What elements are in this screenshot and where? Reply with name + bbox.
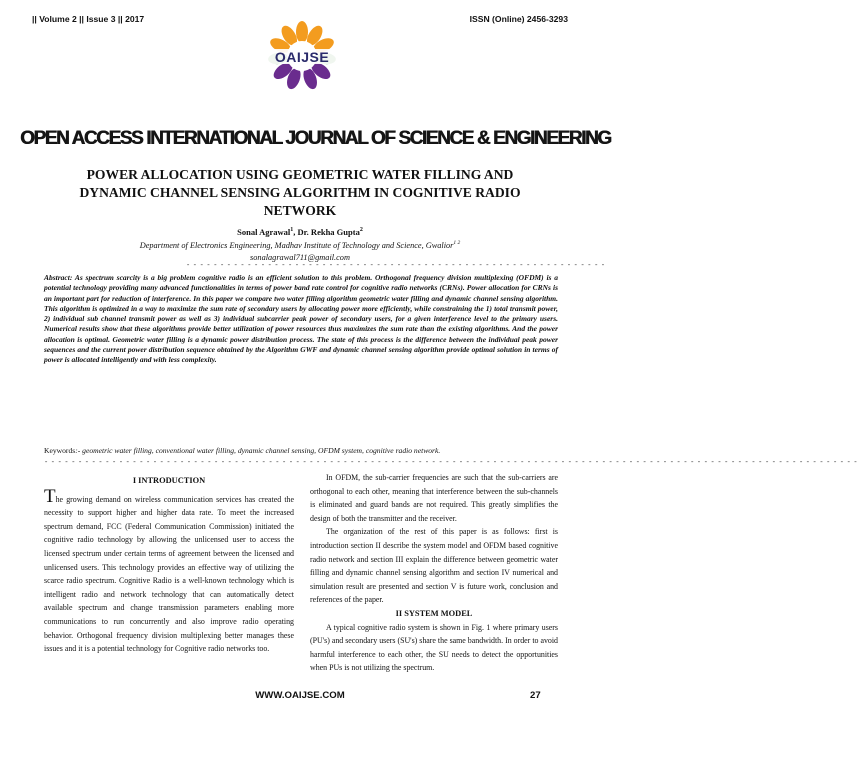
department-text: Department of Electronics Engineering, Madhav Institute of Technology and Science, Gwalior xyxy=(139,240,454,250)
logo-text: OAIJSE xyxy=(274,49,330,65)
journal-logo xyxy=(254,16,350,96)
title-line: DYNAMIC CHANNEL SENSING ALGORITHM IN COGNITIVE RADIO xyxy=(79,185,521,200)
system-model-paragraph: A typical cognitive radio system is shown in Fig. 1 where primary users (PU's) and secondary users (SU's) share the same bandwidth. In order to avoid harmful interference to each other, the SU needs to detect the opportunities when PUs is not utilizing the spectrum. xyxy=(310,622,558,673)
keywords-text: :- geometric water filling, conventional water filling, dynamic channel sensing, OFDM system, cognitive radio network. xyxy=(75,446,441,455)
section-divider: - - - - - - - - - - - - - - - - - - - - - - - - - - - - - - - - - - - - - - - - - - - - - - - - - - - - - - - - - - - - - - - - - - - - - - - - - - - - - - - - - - - - - - - - - - - - - - - - - - - - - - - - - - - - - - - - - - - - - - - - xyxy=(44,459,857,467)
drop-cap: T xyxy=(44,485,56,507)
title-divider: - - - - - - - - - - - - - - - - - - - - - - - - - - - - - - - - - - - - - - - - - - - - - - - - - - - - - - - - - - - - - - xyxy=(186,262,605,270)
intro-paragraph: has created the necessity to support higher and higher data rate. To meet the increased spectrum demand, FCC (Federal Communication Commission) initiated the cognitive radio technology by allowing the unlicensed user to access the licensed spectrum under certain terms of agreement between the licensed and unlicensed users. This technology provides an effective way of utilizing the scarce radio spectrum. Cognitive Radio is a well-known technology which is intelligent radio and network technology that can automatically detect available spectrum and change transmission parameters enabling more communications to run concurrently and also improve radio operating behavior. Orthogonal frequency division multiplexing better manages these issues and it is a potential technology for Cognitive radio networks too. xyxy=(44,494,294,654)
author-2: , Dr. Rekha Gupta xyxy=(293,227,360,237)
journal-name: OPEN ACCESS INTERNATIONAL JOURNAL OF SCIENCE & ENGINEERING xyxy=(20,128,611,149)
title-line: POWER ALLOCATION USING GEOMETRIC WATER FILLING AND xyxy=(86,167,514,182)
right-column xyxy=(310,471,558,675)
keywords-label: Keywords xyxy=(44,446,76,455)
department-affiliation: 1 2 xyxy=(453,240,461,246)
author-1-affiliation: 1 xyxy=(290,227,294,234)
volume-issue: || Volume 2 || Issue 3 || 2017 xyxy=(32,14,145,24)
left-column xyxy=(44,474,294,656)
paper-title xyxy=(40,166,560,220)
authors xyxy=(0,227,600,237)
section-heading: II SYSTEM MODEL xyxy=(395,608,473,618)
ofdm-paragraph: In OFDM, the sub-carrier frequencies are such that the sub-carriers are orthogonal to each other, meaning that interference between the sub-channels is eliminated and guard bands are not required. This greatly simplifies the design of both the transmitter and the receiver. xyxy=(310,473,558,523)
author-1: Sonal Agrawal xyxy=(237,227,291,237)
department xyxy=(0,240,600,250)
author-email[interactable]: sonalagrawal711@gmail.com xyxy=(250,253,350,262)
title-line: NETWORK xyxy=(263,203,337,218)
footer-website[interactable]: WWW.OAIJSE.COM xyxy=(255,690,345,701)
section-heading: I INTRODUCTION xyxy=(132,476,206,485)
keywords xyxy=(44,446,558,455)
intro-first-line: he growing demand on wireless communication services xyxy=(55,494,242,504)
author-2-affiliation: 2 xyxy=(359,227,363,234)
organization-paragraph: The organization of the rest of this paper is as follows: first is introduction section II describe the system model and OFDM based cognitive radio network and section III explain the difference between geometric water filling and dynamic channel sensing algorithm and section IV numerical and simulation result are presented and section V is future work, conclusion and references of the paper. xyxy=(310,527,558,605)
page-number: 27 xyxy=(530,690,541,701)
issn: ISSN (Online) 2456-3293 xyxy=(469,14,568,24)
abstract: Abstract: As spectrum scarcity is a big problem cognitive radio is an efficient solution to this problem. Orthogonal frequency division multiplexing (OFDM) is a potential technology providing many advanced functionalities in terms of power band rate control for cognitive radio networks (CRNs). Power allocation for CRNs is an important part for reduction of interference. In this paper we compare two water filling algorithm geometric water filling and dynamic channel sensing algorithm. This algorithm is optimized in a way to maximize the sum rate of secondary users by allocating power more efficiently, while constraining the 1) total transmit power, 2) individual sub channel transmit power as well as 3) individual subcarrier peak power of secondary users, for a given interference level to the primary users. Numerical results show that these algorithms provide better utilization of power resources thus maximizes the sum rate than the existing algorithms. And the power allocation is optimal. Geometric water filling is a dynamic power distribution process. The state of this process is the difference between the individual peak power sequences and the current power distribution sequence obtained by the Algorithm GWF and dynamic channel sensing algorithm provide optimal solution in terms of power is allocated intelligently and with less complexity. xyxy=(44,273,558,365)
